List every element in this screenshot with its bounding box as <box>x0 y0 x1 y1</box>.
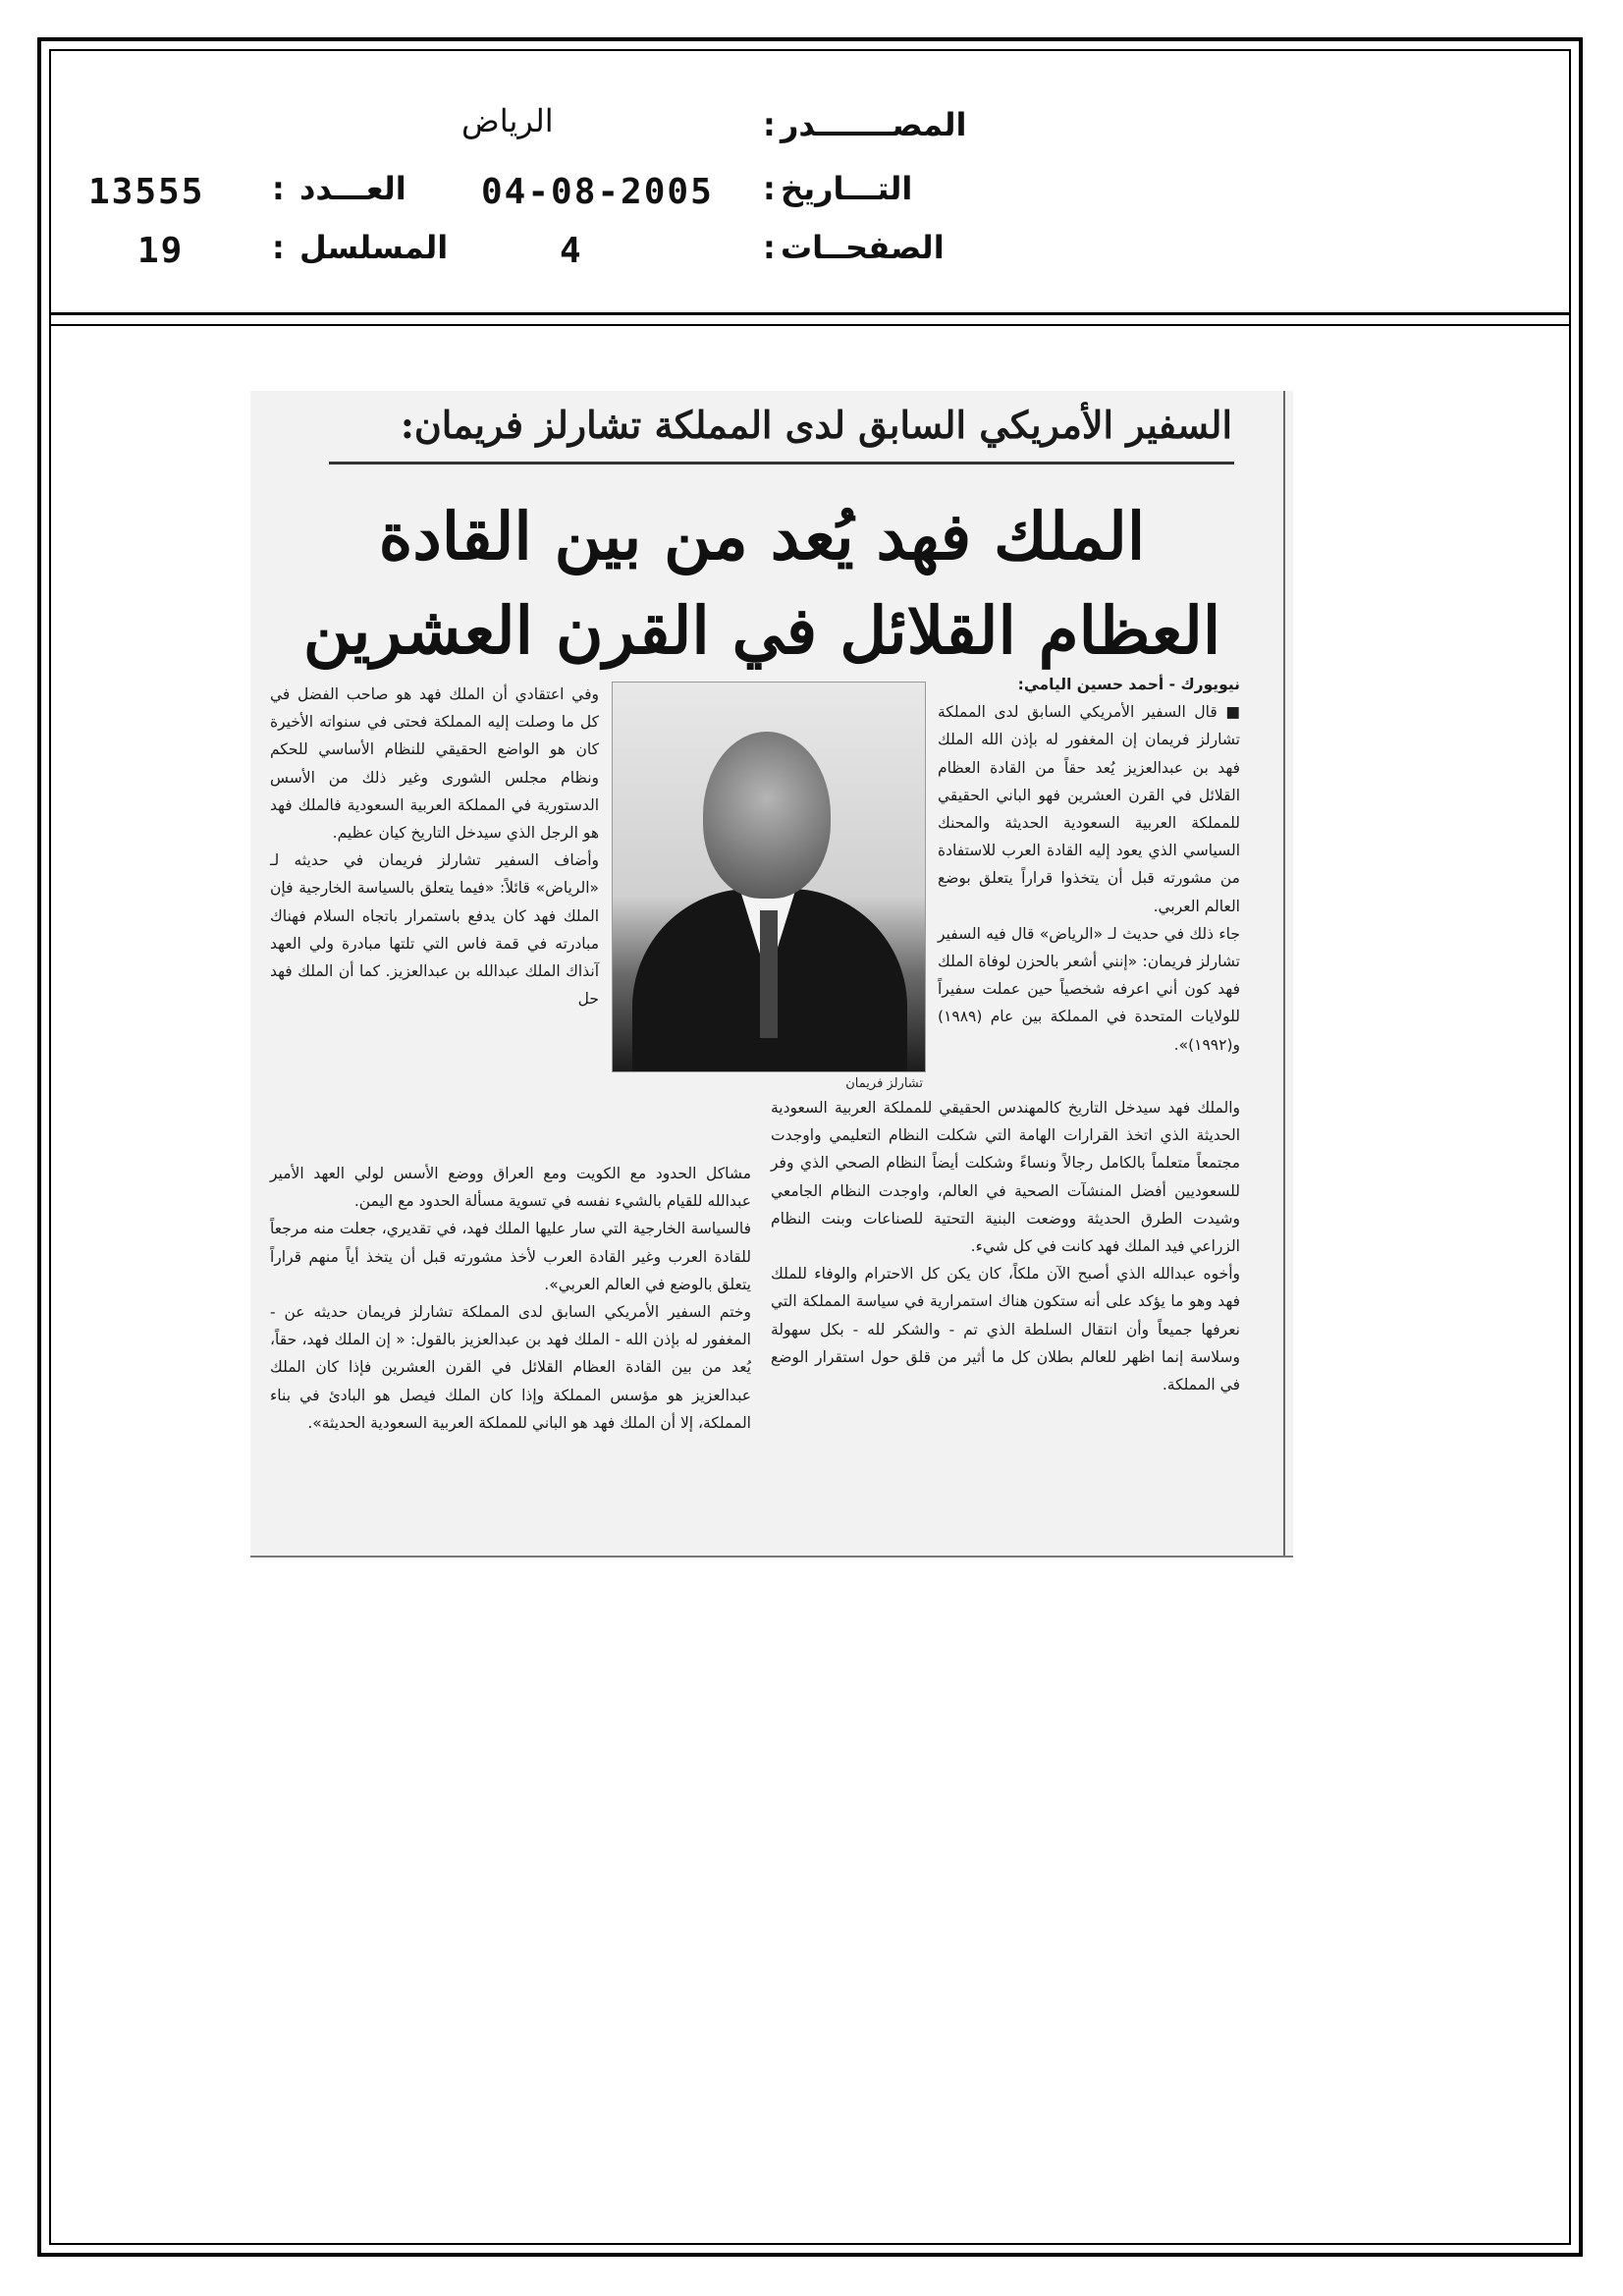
source-colon: : <box>763 106 776 143</box>
source-value: الرياض <box>461 102 554 139</box>
paragraph: فالسياسة الخارجية التي سار عليها الملك فهد، في تقديري، جعلت منه مرجعاً للقادة العرب وغير القادة العرب لأخذ مشورته قبل أن يتخذ أياً منهم قراراً يتعلق بالوضع في العالم العربي». <box>270 1220 751 1293</box>
article-kicker: السفير الأمريكي السابق لدى المملكة تشارلز فريمان: <box>400 403 1232 447</box>
source-label: المصـــــــدر <box>781 106 967 143</box>
serial-colon: : <box>272 229 285 266</box>
header-divider <box>49 312 1571 315</box>
paragraph: وأخوه عبدالله الذي أصبح الآن ملكاً، كان يكن كل الاحترام والوفاء للملك فهد وهو ما يؤكد على أنه ستكون هناك استمرارية في سياسة المملكة التي نعرفها جميعاً وأن انتقال السلطة الذي تم - والشكر لله - بكل سهولة وسلاسة إنما اظهر للعالم بطلان كل ما أثير من قلق حول استقرار الوضع في المملكة. <box>771 1265 1240 1394</box>
paragraph: والملك فهد سيدخل التاريخ كالمهندس الحقيقي للمملكة العربية السعودية الحديثة الذي اتخذ القرارات الهامة التي شكلت النظام التعليمي واوجدت مجتمعاً متعلماً بالكامل رجالاً ونساءً وشكلت أيضاً النظام الصحي الذي وفر للسعوديين أفضل المنشآت الصحية في العالم، واوجدت النظام الجامعي وشيدت الطرق الحديثة ووضعت البنية التحتية للصناعات وبنت النظام الزراعي فيد الملك فهد كانت في كل شيء. <box>771 1099 1240 1256</box>
date-label: التـــاريخ <box>781 170 913 207</box>
issue-value: 13555 <box>88 172 205 212</box>
date-value: 04-08-2005 <box>481 172 714 212</box>
serial-value: 19 <box>137 231 185 271</box>
pages-colon: : <box>763 229 776 266</box>
column-left-top <box>270 681 599 1012</box>
issue-label: العـــدد <box>299 170 406 207</box>
paragraph: ■ قال السفير الأمريكي السابق لدى المملكة تشارلز فريمان إن المغفور له بإذن الله الملك فهد بن عبدالعزيز يُعد حقاً من القادة العظام القلائل في القرن العشرين فهو الباني الحقيقي للمملكة العربية السعودية الحديثة والمحنك السياسي الذي يعود إليه القادة العرب للاستفادة من مشورته قبل أن يتخذوا قراراً يتعلق بوضع العالم العربي. <box>938 703 1240 915</box>
date-colon: : <box>763 170 776 207</box>
article-headline: الملك فهد يُعد من بين القادة العظام القلائل في القرن العشرين <box>302 498 1221 669</box>
newspaper-clipping <box>250 391 1293 1558</box>
paragraph: مشاكل الحدود مع الكويت ومع العراق ووضع الأسس لولي العهد الأمير عبدالله للقيام بالشيء نفسه في تسوية مسألة الحدود مع اليمن. <box>270 1165 751 1211</box>
paragraph: وختم السفير الأمريكي السابق لدى المملكة تشارلز فريمان حديثه عن - المغفور له بإذن الله - الملك فهد بن عبدالعزيز بالقول: « إن الملك فهد، حقاً، يُعد من بين القادة العظام القلائل في القرن العشرين فإذا كان الملك عبدالعزيز هو مؤسس المملكة وإذا كان الملك فيصل هو البادئ في بناء المملكة، إلا أن الملك فهد هو الباني للمملكة العربية السعودية الحديثة». <box>270 1303 751 1432</box>
pages-value: 4 <box>560 231 583 271</box>
issue-colon: : <box>272 170 285 207</box>
column-right-bottom <box>771 1094 1240 1398</box>
photo-caption: تشارلز فريمان <box>845 1076 923 1091</box>
header-divider-inner <box>49 324 1571 326</box>
byline: نيويورك - أحمد حسين اليامي: <box>1017 676 1240 693</box>
paragraph: وفي اعتقادي أن الملك فهد هو صاحب الفضل في كل ما وصلت إليه المملكة فحتى في سنواته الأخيرة كان هو الواضع الحقيقي للنظام الأساسي للحكم ونظام مجلس الشورى وغير ذلك من الأسس الدستورية في المملكة العربية السعودية فالملك فهد هو الرجل الذي سيدخل التاريخ كيان عظيم. <box>270 685 599 843</box>
clipping-rule-bottom <box>250 1556 1293 1558</box>
column-right-top <box>938 671 1240 1059</box>
kicker-rule <box>329 462 1234 465</box>
pages-label: الصفحــات <box>781 229 945 266</box>
serial-label: المسلسل <box>299 229 449 266</box>
clipping-rule-vertical <box>1283 391 1285 1558</box>
paragraph: جاء ذلك في حديث لـ «الرياض» قال فيه السفير تشارلز فريمان: «إنني أشعر بالحزن لوفاة الملك فهد كون أني اعرفه شخصياً حين عملت سفيراً للولايات المتحدة في المملكة بين عام (١٩٨٩) و(١٩٩٢)». <box>938 924 1240 1054</box>
column-left-bottom <box>270 1160 751 1437</box>
portrait-photo <box>612 682 926 1072</box>
paragraph: وأضاف السفير تشارلز فريمان في حديثه لـ «الرياض» قائلاً: «فيما يتعلق بالسياسة الخارجية فإن الملك فهد كان يدفع باستمرار باتجاه السلام فهناك مبادرته في قمة فاس التي تلتها مبادرة ولي العهد آنذاك الملك عبدالله بن عبدالعزيز. كما أن الملك فهد حل <box>270 851 599 1009</box>
